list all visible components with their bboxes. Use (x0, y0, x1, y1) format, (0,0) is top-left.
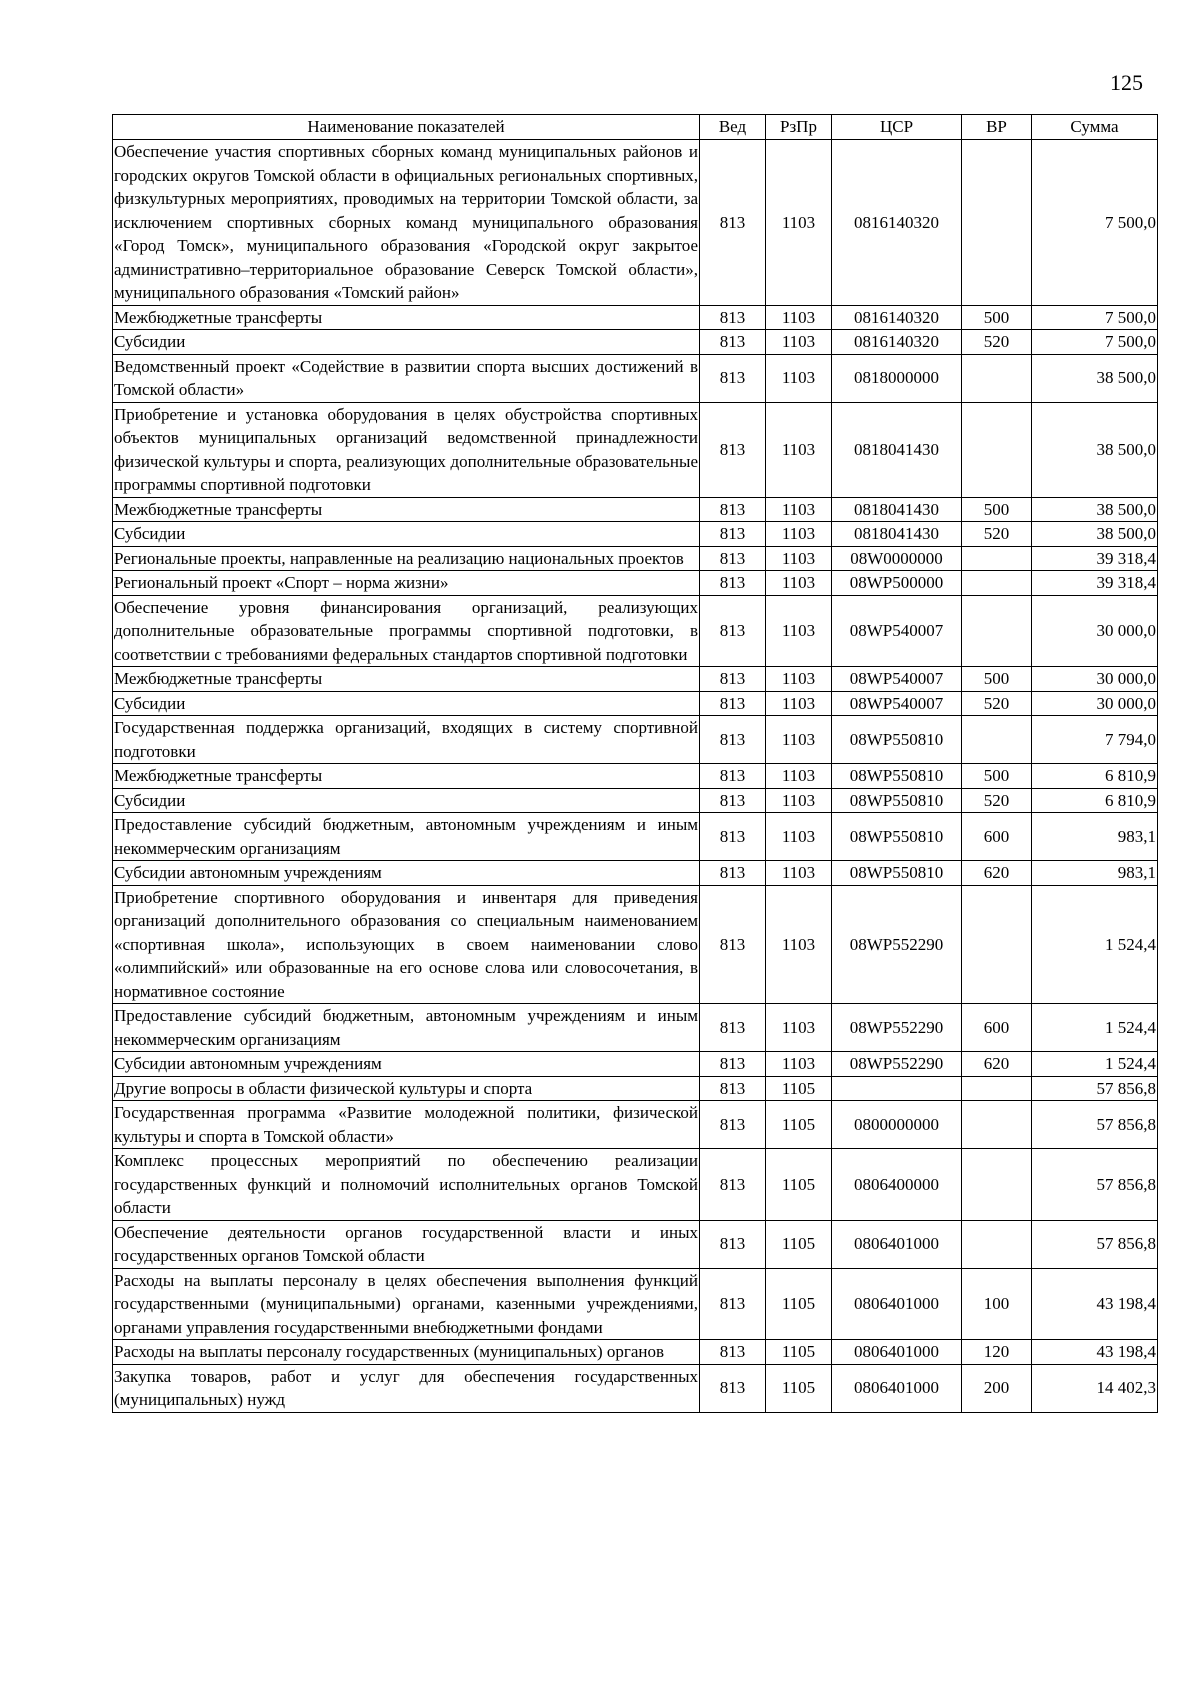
row-rzpr: 1105 (766, 1268, 832, 1340)
row-vr (962, 885, 1032, 1004)
table-row (113, 305, 1158, 330)
row-sum: 43 198,4 (1032, 1340, 1158, 1365)
row-name: Закупка товаров, работ и услуг для обеспечения государственных (муниципальных) нужд (113, 1364, 700, 1412)
row-sum: 1 524,4 (1032, 885, 1158, 1004)
table-row (113, 667, 1158, 692)
row-ved: 813 (700, 667, 766, 692)
table-row (113, 522, 1158, 547)
row-rzpr: 1103 (766, 497, 832, 522)
table-row (113, 861, 1158, 886)
row-sum: 39 318,4 (1032, 546, 1158, 571)
row-ved: 813 (700, 1364, 766, 1412)
row-name: Региональный проект «Спорт – норма жизни» (113, 571, 700, 596)
row-sum: 57 856,8 (1032, 1220, 1158, 1268)
row-sum: 57 856,8 (1032, 1149, 1158, 1221)
row-name: Приобретение спортивного оборудования и инвентаря для приведения организаций дополнительного образования со специальным наименованием «спортивная школа», использующих в своем наименовании слово «олимпийский» или образованные на его основе слова или словосочетания, в нормативное состояние (113, 885, 700, 1004)
row-vr: 500 (962, 305, 1032, 330)
row-csr: 0818041430 (832, 402, 962, 497)
row-csr: 08WP550810 (832, 813, 962, 861)
row-ved: 813 (700, 813, 766, 861)
row-vr: 520 (962, 330, 1032, 355)
header-sum: Сумма (1032, 115, 1158, 140)
table-row (113, 1004, 1158, 1052)
table-row (113, 1364, 1158, 1412)
row-rzpr: 1103 (766, 595, 832, 667)
row-vr (962, 571, 1032, 596)
row-csr: 08W0000000 (832, 546, 962, 571)
table-row (113, 354, 1158, 402)
table-row (113, 595, 1158, 667)
row-sum: 6 810,9 (1032, 764, 1158, 789)
row-name: Ведомственный проект «Содействие в развитии спорта высших достижений в Томской области» (113, 354, 700, 402)
row-name: Субсидии (113, 691, 700, 716)
row-csr: 08WP550810 (832, 764, 962, 789)
row-name: Межбюджетные трансферты (113, 667, 700, 692)
row-vr: 120 (962, 1340, 1032, 1365)
table-row (113, 1101, 1158, 1149)
row-vr (962, 595, 1032, 667)
row-ved: 813 (700, 1220, 766, 1268)
row-name: Субсидии (113, 330, 700, 355)
row-sum: 7 500,0 (1032, 140, 1158, 306)
row-vr (962, 716, 1032, 764)
row-vr (962, 1101, 1032, 1149)
row-vr: 620 (962, 861, 1032, 886)
row-rzpr: 1103 (766, 885, 832, 1004)
row-sum: 39 318,4 (1032, 571, 1158, 596)
row-ved: 813 (700, 1149, 766, 1221)
row-ved: 813 (700, 885, 766, 1004)
row-sum: 7 500,0 (1032, 330, 1158, 355)
table-row (113, 1220, 1158, 1268)
row-vr: 200 (962, 1364, 1032, 1412)
row-csr: 0800000000 (832, 1101, 962, 1149)
row-ved: 813 (700, 595, 766, 667)
row-ved: 813 (700, 140, 766, 306)
table-row (113, 788, 1158, 813)
row-sum: 30 000,0 (1032, 595, 1158, 667)
header-name: Наименование показателей (113, 115, 700, 140)
row-rzpr: 1103 (766, 861, 832, 886)
row-ved: 813 (700, 1101, 766, 1149)
row-rzpr: 1103 (766, 522, 832, 547)
row-vr (962, 1220, 1032, 1268)
row-name: Региональные проекты, направленные на реализацию национальных проектов (113, 546, 700, 571)
row-csr: 0816140320 (832, 305, 962, 330)
row-vr: 620 (962, 1052, 1032, 1077)
row-name: Обеспечение участия спортивных сборных команд муниципальных районов и городских округов Томской области в официальных региональных спортивных, физкультурных мероприятиях, проводимых на территории Томской области, за исключением спортивных сборных команд муниципального образования «Город Томск», муниципального образования «Городской округ закрытое административно–территориальное образование Северск Томской области», муниципального образования «Томский район» (113, 140, 700, 306)
row-csr: 0806401000 (832, 1220, 962, 1268)
table-row (113, 1052, 1158, 1077)
row-ved: 813 (700, 305, 766, 330)
budget-table (112, 114, 1158, 1413)
table-row (113, 1149, 1158, 1221)
header-ved: Вед (700, 115, 766, 140)
row-ved: 813 (700, 1052, 766, 1077)
row-sum: 7 794,0 (1032, 716, 1158, 764)
row-name: Государственная программа «Развитие молодежной политики, физической культуры и спорта в Томской области» (113, 1101, 700, 1149)
row-ved: 813 (700, 330, 766, 355)
row-csr: 08WP550810 (832, 788, 962, 813)
row-ved: 813 (700, 1340, 766, 1365)
row-name: Обеспечение деятельности органов государственной власти и иных государственных органов Томской области (113, 1220, 700, 1268)
row-name: Субсидии (113, 788, 700, 813)
row-vr: 600 (962, 813, 1032, 861)
row-name: Межбюджетные трансферты (113, 497, 700, 522)
row-vr: 500 (962, 497, 1032, 522)
row-rzpr: 1103 (766, 330, 832, 355)
row-ved: 813 (700, 402, 766, 497)
row-vr: 500 (962, 764, 1032, 789)
row-rzpr: 1103 (766, 764, 832, 789)
row-rzpr: 1105 (766, 1220, 832, 1268)
row-rzpr: 1105 (766, 1101, 832, 1149)
row-name: Субсидии автономным учреждениям (113, 1052, 700, 1077)
row-sum: 30 000,0 (1032, 667, 1158, 692)
header-vr: ВР (962, 115, 1032, 140)
row-csr: 08WP552290 (832, 1004, 962, 1052)
row-name: Комплекс процессных мероприятий по обеспечению реализации государственных функций и полномочий исполнительных органов Томской области (113, 1149, 700, 1221)
row-ved: 813 (700, 691, 766, 716)
row-sum: 30 000,0 (1032, 691, 1158, 716)
row-sum: 14 402,3 (1032, 1364, 1158, 1412)
row-rzpr: 1105 (766, 1149, 832, 1221)
row-sum: 6 810,9 (1032, 788, 1158, 813)
table-row (113, 813, 1158, 861)
row-rzpr: 1103 (766, 546, 832, 571)
row-vr: 520 (962, 788, 1032, 813)
table-row (113, 691, 1158, 716)
row-name: Приобретение и установка оборудования в целях обустройства спортивных объектов муниципальных организаций ведомственной принадлежности физической культуры и спорта, реализующих дополнительные образовательные программы спортивной подготовки (113, 402, 700, 497)
row-name: Расходы на выплаты персоналу государственных (муниципальных) органов (113, 1340, 700, 1365)
row-csr: 0818041430 (832, 497, 962, 522)
row-sum: 7 500,0 (1032, 305, 1158, 330)
row-vr (962, 402, 1032, 497)
row-rzpr: 1103 (766, 1052, 832, 1077)
row-sum: 38 500,0 (1032, 354, 1158, 402)
row-vr: 520 (962, 522, 1032, 547)
row-sum: 57 856,8 (1032, 1076, 1158, 1101)
row-rzpr: 1105 (766, 1364, 832, 1412)
row-ved: 813 (700, 861, 766, 886)
row-csr: 0818000000 (832, 354, 962, 402)
row-ved: 813 (700, 497, 766, 522)
row-vr (962, 140, 1032, 306)
row-csr: 08WP540007 (832, 595, 962, 667)
row-ved: 813 (700, 1268, 766, 1340)
row-vr: 500 (962, 667, 1032, 692)
row-ved: 813 (700, 354, 766, 402)
row-csr: 08WP540007 (832, 667, 962, 692)
table-row (113, 764, 1158, 789)
row-csr: 0816140320 (832, 330, 962, 355)
row-rzpr: 1105 (766, 1340, 832, 1365)
row-vr: 520 (962, 691, 1032, 716)
row-csr (832, 1076, 962, 1101)
row-sum: 983,1 (1032, 813, 1158, 861)
table-row (113, 1268, 1158, 1340)
row-rzpr: 1103 (766, 402, 832, 497)
row-sum: 983,1 (1032, 861, 1158, 886)
row-name: Обеспечение уровня финансирования организаций, реализующих дополнительные образовательные программы спортивной подготовки, в соответствии с требованиями федеральных стандартов спортивной подготовки (113, 595, 700, 667)
row-name: Межбюджетные трансферты (113, 305, 700, 330)
row-ved: 813 (700, 764, 766, 789)
row-rzpr: 1105 (766, 1076, 832, 1101)
row-csr: 08WP552290 (832, 885, 962, 1004)
row-vr (962, 354, 1032, 402)
table-row (113, 402, 1158, 497)
row-vr: 100 (962, 1268, 1032, 1340)
table-row (113, 885, 1158, 1004)
row-csr: 0818041430 (832, 522, 962, 547)
table-row (113, 1340, 1158, 1365)
row-name: Другие вопросы в области физической культуры и спорта (113, 1076, 700, 1101)
row-csr: 08WP550810 (832, 861, 962, 886)
row-csr: 0806401000 (832, 1364, 962, 1412)
row-vr (962, 1076, 1032, 1101)
row-ved: 813 (700, 571, 766, 596)
row-sum: 57 856,8 (1032, 1101, 1158, 1149)
row-rzpr: 1103 (766, 667, 832, 692)
row-csr: 0806401000 (832, 1340, 962, 1365)
row-sum: 1 524,4 (1032, 1004, 1158, 1052)
row-name: Предоставление субсидий бюджетным, автономным учреждениям и иным некоммерческим организациям (113, 1004, 700, 1052)
row-ved: 813 (700, 716, 766, 764)
row-csr: 08WP540007 (832, 691, 962, 716)
table-row (113, 716, 1158, 764)
row-csr: 0806401000 (832, 1268, 962, 1340)
row-csr: 0816140320 (832, 140, 962, 306)
row-name: Расходы на выплаты персоналу в целях обеспечения выполнения функций государственными (муниципальными) органами, казенными учреждениями, органами управления государственными внебюджетными фондами (113, 1268, 700, 1340)
row-csr: 08WP550810 (832, 716, 962, 764)
row-ved: 813 (700, 546, 766, 571)
row-rzpr: 1103 (766, 1004, 832, 1052)
header-rzpr: РзПр (766, 115, 832, 140)
row-name: Предоставление субсидий бюджетным, автономным учреждениям и иным некоммерческим организациям (113, 813, 700, 861)
table-row (113, 571, 1158, 596)
row-csr: 08WP500000 (832, 571, 962, 596)
row-rzpr: 1103 (766, 788, 832, 813)
row-ved: 813 (700, 522, 766, 547)
row-sum: 43 198,4 (1032, 1268, 1158, 1340)
row-sum: 1 524,4 (1032, 1052, 1158, 1077)
row-rzpr: 1103 (766, 305, 832, 330)
row-csr: 0806400000 (832, 1149, 962, 1221)
row-name: Субсидии автономным учреждениям (113, 861, 700, 886)
row-rzpr: 1103 (766, 140, 832, 306)
header-csr: ЦСР (832, 115, 962, 140)
row-name: Субсидии (113, 522, 700, 547)
table-row (113, 1076, 1158, 1101)
table-row (113, 497, 1158, 522)
row-name: Межбюджетные трансферты (113, 764, 700, 789)
row-ved: 813 (700, 1004, 766, 1052)
page-number: 125 (1110, 70, 1143, 95)
row-rzpr: 1103 (766, 813, 832, 861)
row-rzpr: 1103 (766, 691, 832, 716)
row-sum: 38 500,0 (1032, 402, 1158, 497)
row-name: Государственная поддержка организаций, входящих в систему спортивной подготовки (113, 716, 700, 764)
row-sum: 38 500,0 (1032, 497, 1158, 522)
row-sum: 38 500,0 (1032, 522, 1158, 547)
row-ved: 813 (700, 1076, 766, 1101)
row-rzpr: 1103 (766, 354, 832, 402)
row-rzpr: 1103 (766, 571, 832, 596)
table-row (113, 330, 1158, 355)
table-row (113, 546, 1158, 571)
row-vr (962, 1149, 1032, 1221)
row-vr (962, 546, 1032, 571)
row-ved: 813 (700, 788, 766, 813)
header-row (113, 115, 1158, 140)
row-vr: 600 (962, 1004, 1032, 1052)
row-csr: 08WP552290 (832, 1052, 962, 1077)
row-rzpr: 1103 (766, 716, 832, 764)
table-row (113, 140, 1158, 306)
